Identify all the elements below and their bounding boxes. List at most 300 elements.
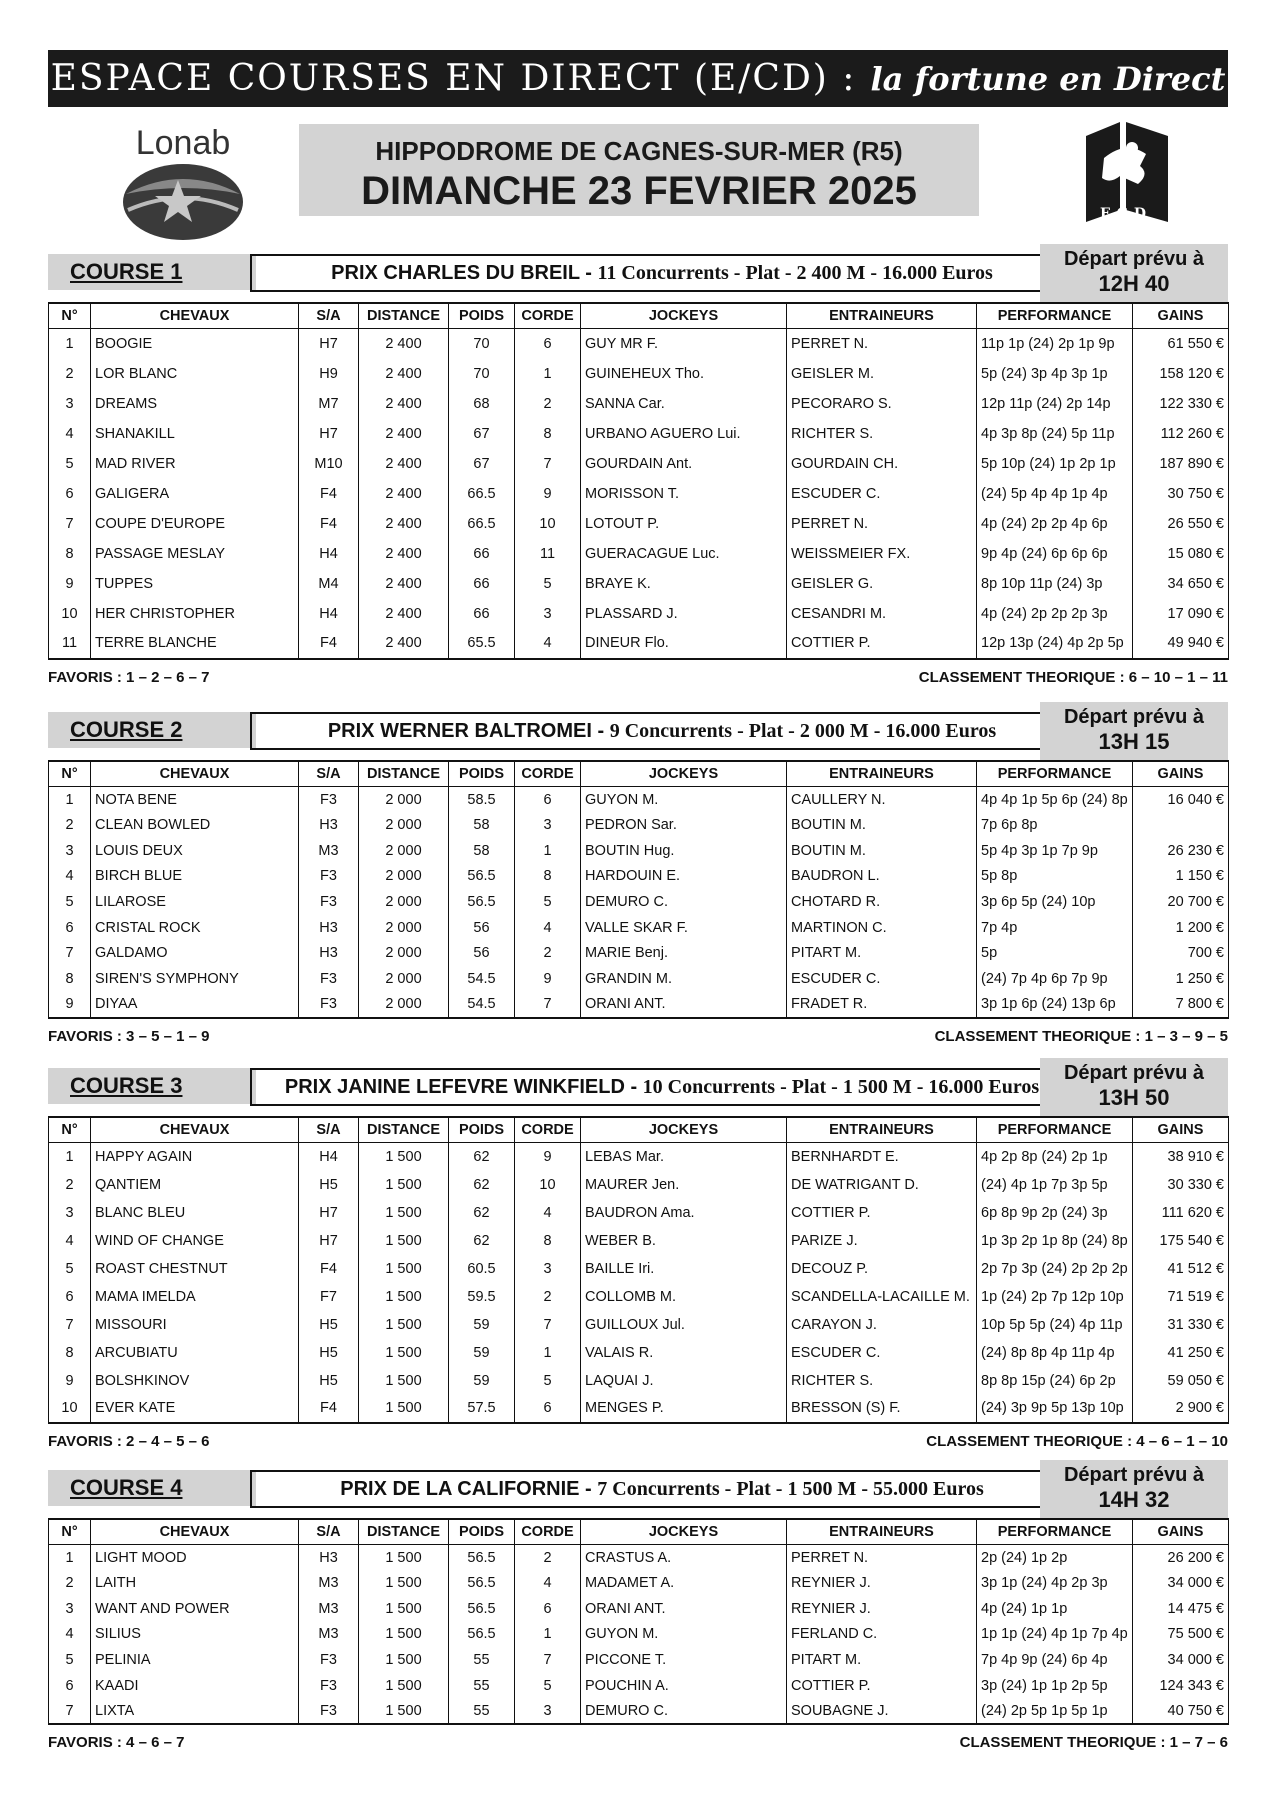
table-row xyxy=(49,1199,1229,1227)
table-cell: PITART M. xyxy=(787,941,977,967)
table-cell: 1 200 € xyxy=(1133,915,1229,941)
table-cell: F3 xyxy=(299,889,359,915)
table-cell xyxy=(1133,812,1229,838)
table-cell: 7 xyxy=(515,992,581,1018)
favoris: FAVORIS : 1 – 2 – 6 – 7 xyxy=(48,668,210,686)
table-cell: 57.5 xyxy=(449,1395,515,1423)
table-cell: PITART M. xyxy=(787,1647,977,1673)
table-cell: URBANO AGUERO Lui. xyxy=(581,419,787,449)
table-cell: F4 xyxy=(299,629,359,659)
table-cell: 2 xyxy=(49,1570,91,1596)
table-cell: LAITH xyxy=(91,1570,299,1596)
table-cell: H7 xyxy=(299,329,359,359)
table-cell: 5p xyxy=(977,941,1133,967)
table-cell: EVER KATE xyxy=(91,1395,299,1423)
course-section xyxy=(48,1460,1228,1755)
table-cell: 1 500 xyxy=(359,1699,449,1725)
table-cell: 7 xyxy=(515,1311,581,1339)
column-header: S/A xyxy=(299,303,359,329)
lonab-logo xyxy=(118,124,248,242)
table-cell: CARAYON J. xyxy=(787,1311,977,1339)
table-cell: 3p 6p 5p (24) 10p xyxy=(977,889,1133,915)
table-cell: 7 xyxy=(49,509,91,539)
table-cell: 56.5 xyxy=(449,1622,515,1648)
table-cell: H3 xyxy=(299,812,359,838)
table-cell: MENGES P. xyxy=(581,1395,787,1423)
table-cell: CHOTARD R. xyxy=(787,889,977,915)
table-cell: HER CHRISTOPHER xyxy=(91,599,299,629)
table-cell: 1 xyxy=(49,1545,91,1571)
table-cell: 2 400 xyxy=(359,509,449,539)
table-cell: 1 xyxy=(49,1143,91,1171)
classement-theorique: CLASSEMENT THEORIQUE : 6 – 10 – 1 – 11 xyxy=(918,668,1228,686)
table-cell: MADAMET A. xyxy=(581,1570,787,1596)
table-row xyxy=(49,1227,1229,1255)
table-cell: GUYON M. xyxy=(581,787,787,813)
column-header: PERFORMANCE xyxy=(977,1519,1133,1545)
column-header: PERFORMANCE xyxy=(977,303,1133,329)
table-cell: 66.5 xyxy=(449,509,515,539)
table-cell: BAUDRON L. xyxy=(787,864,977,890)
table-cell: 5p (24) 3p 4p 3p 1p xyxy=(977,359,1133,389)
course-section xyxy=(48,244,1228,690)
table-cell: HARDOUIN E. xyxy=(581,864,787,890)
table-row xyxy=(49,992,1229,1018)
table-cell: H7 xyxy=(299,1227,359,1255)
table-cell: 1 500 xyxy=(359,1545,449,1571)
banner-slogan: la fortune en Direct xyxy=(870,59,1226,98)
table-cell: CRASTUS A. xyxy=(581,1545,787,1571)
table-cell: 8 xyxy=(49,1339,91,1367)
table-cell: (24) 8p 8p 4p 11p 4p xyxy=(977,1339,1133,1367)
table-header-row xyxy=(49,1519,1229,1545)
table-cell: 7 xyxy=(49,941,91,967)
favoris: FAVORIS : 3 – 5 – 1 – 9 xyxy=(48,1027,210,1045)
table-cell: 59.5 xyxy=(449,1283,515,1311)
table-cell: M4 xyxy=(299,569,359,599)
table-cell: 58.5 xyxy=(449,787,515,813)
table-cell: H5 xyxy=(299,1311,359,1339)
prix-box xyxy=(250,254,1074,292)
column-header: JOCKEYS xyxy=(581,761,787,787)
table-cell: F4 xyxy=(299,479,359,509)
table-cell: GUILLOUX Jul. xyxy=(581,1311,787,1339)
column-header: POIDS xyxy=(449,1519,515,1545)
table-cell: F3 xyxy=(299,1673,359,1699)
table-cell: 55 xyxy=(449,1647,515,1673)
table-cell: PECORARO S. xyxy=(787,389,977,419)
column-header: JOCKEYS xyxy=(581,303,787,329)
table-row xyxy=(49,915,1229,941)
svg-text:ECD: ECD xyxy=(1100,206,1152,222)
table-cell: 6 xyxy=(49,1673,91,1699)
table-cell: 1 xyxy=(515,1622,581,1648)
column-header: CHEVAUX xyxy=(91,761,299,787)
table-row xyxy=(49,389,1229,419)
table-cell: 8p 10p 11p (24) 3p xyxy=(977,569,1133,599)
table-cell: 8 xyxy=(515,1227,581,1255)
table-cell: 3 xyxy=(49,389,91,419)
table-cell: (24) 2p 5p 1p 5p 1p xyxy=(977,1699,1133,1725)
course-header xyxy=(48,1460,1228,1518)
table-row xyxy=(49,1255,1229,1283)
prix-name: PRIX JANINE LEFEVRE WINKFIELD - xyxy=(284,1076,643,1098)
table-cell: 9 xyxy=(49,569,91,599)
depart-time: 13H 15 xyxy=(1098,729,1170,754)
column-header: POIDS xyxy=(449,1117,515,1143)
table-row xyxy=(49,889,1229,915)
table-cell: M3 xyxy=(299,838,359,864)
table-cell: 20 700 € xyxy=(1133,889,1229,915)
table-cell: 66 xyxy=(449,539,515,569)
column-header: GAINS xyxy=(1133,1117,1229,1143)
table-cell: ARCUBIATU xyxy=(91,1339,299,1367)
course-header xyxy=(48,702,1228,760)
table-cell: 2p (24) 1p 2p xyxy=(977,1545,1133,1571)
table-cell: 2 400 xyxy=(359,629,449,659)
column-header: GAINS xyxy=(1133,761,1229,787)
table-cell: 1p (24) 2p 7p 12p 10p xyxy=(977,1283,1133,1311)
table-row xyxy=(49,479,1229,509)
table-cell: (24) 5p 4p 4p 1p 4p xyxy=(977,479,1133,509)
table-cell: 4p (24) 2p 2p 2p 3p xyxy=(977,599,1133,629)
course-footer xyxy=(48,1424,1228,1454)
table-cell: KAADI xyxy=(91,1673,299,1699)
table-cell: F3 xyxy=(299,992,359,1018)
table-cell: CRISTAL ROCK xyxy=(91,915,299,941)
table-row xyxy=(49,1596,1229,1622)
table-cell: GUYON M. xyxy=(581,1622,787,1648)
depart-box xyxy=(1040,1058,1228,1116)
table-row xyxy=(49,1570,1229,1596)
table-row xyxy=(49,359,1229,389)
prix-name: PRIX WERNER BALTROMEI - xyxy=(327,720,610,742)
table-cell: 4p 3p 8p (24) 5p 11p xyxy=(977,419,1133,449)
table-cell: 2 400 xyxy=(359,599,449,629)
table-cell: 17 090 € xyxy=(1133,599,1229,629)
table-cell: 30 330 € xyxy=(1133,1171,1229,1199)
table-cell: 2 000 xyxy=(359,966,449,992)
table-cell: 7 xyxy=(49,1699,91,1725)
table-cell: 60.5 xyxy=(449,1255,515,1283)
table-row xyxy=(49,1647,1229,1673)
table-cell: 1p 1p (24) 4p 1p 7p 4p xyxy=(977,1622,1133,1648)
table-cell: 4p (24) 1p 1p xyxy=(977,1596,1133,1622)
table-row xyxy=(49,1171,1229,1199)
table-cell: 26 550 € xyxy=(1133,509,1229,539)
table-cell: 3p 1p (24) 4p 2p 3p xyxy=(977,1570,1133,1596)
table-cell: 58 xyxy=(449,838,515,864)
course-label: COURSE 3 xyxy=(48,1068,256,1104)
table-cell: RICHTER S. xyxy=(787,1367,977,1395)
table-cell: PERRET N. xyxy=(787,1545,977,1571)
table-cell: F3 xyxy=(299,966,359,992)
table-cell: 70 xyxy=(449,359,515,389)
table-cell: PEDRON Sar. xyxy=(581,812,787,838)
table-cell: 2 400 xyxy=(359,449,449,479)
runners-table xyxy=(48,1116,1229,1424)
table-cell: LOTOUT P. xyxy=(581,509,787,539)
table-row xyxy=(49,569,1229,599)
table-cell: 4 xyxy=(49,864,91,890)
prix-details: 9 Concurrents - Plat - 2 000 M - 16.000 Euros xyxy=(609,720,997,742)
table-cell: 2 000 xyxy=(359,787,449,813)
table-cell: 40 750 € xyxy=(1133,1699,1229,1725)
table-cell: 66 xyxy=(449,569,515,599)
column-header: ENTRAINEURS xyxy=(787,1117,977,1143)
runners-table xyxy=(48,1518,1229,1725)
table-row xyxy=(49,1339,1229,1367)
depart-time: 13H 50 xyxy=(1098,1085,1170,1110)
table-cell: COTTIER P. xyxy=(787,629,977,659)
table-cell: 5p 8p xyxy=(977,864,1133,890)
table-cell: 2 400 xyxy=(359,389,449,419)
table-cell: WIND OF CHANGE xyxy=(91,1227,299,1255)
table-cell: 67 xyxy=(449,449,515,479)
table-cell: RICHTER S. xyxy=(787,419,977,449)
table-cell: VALAIS R. xyxy=(581,1339,787,1367)
column-header: GAINS xyxy=(1133,303,1229,329)
table-cell: 9 xyxy=(515,1143,581,1171)
table-cell: 700 € xyxy=(1133,941,1229,967)
table-cell: 6 xyxy=(49,479,91,509)
table-cell: H4 xyxy=(299,599,359,629)
table-cell: 30 750 € xyxy=(1133,479,1229,509)
table-cell: GUINEHEUX Tho. xyxy=(581,359,787,389)
table-cell: H3 xyxy=(299,941,359,967)
table-cell: F3 xyxy=(299,1647,359,1673)
title-box xyxy=(299,124,979,216)
table-cell: 2 xyxy=(515,389,581,419)
table-cell: 55 xyxy=(449,1699,515,1725)
table-cell: 1 150 € xyxy=(1133,864,1229,890)
table-row xyxy=(49,812,1229,838)
table-cell: WEBER B. xyxy=(581,1227,787,1255)
table-cell: 7p 4p 9p (24) 6p 4p xyxy=(977,1647,1133,1673)
table-cell: 3 xyxy=(515,599,581,629)
depart-box xyxy=(1040,1460,1228,1518)
runners-table xyxy=(48,760,1229,1019)
table-cell: 5p 4p 3p 1p 7p 9p xyxy=(977,838,1133,864)
table-cell: 5 xyxy=(515,1673,581,1699)
table-cell: M3 xyxy=(299,1622,359,1648)
table-cell: 1 500 xyxy=(359,1596,449,1622)
table-cell: F4 xyxy=(299,509,359,539)
table-cell: GALDAMO xyxy=(91,941,299,967)
column-header: N° xyxy=(49,1117,91,1143)
table-cell: 158 120 € xyxy=(1133,359,1229,389)
table-cell: FRADET R. xyxy=(787,992,977,1018)
table-cell: SIREN'S SYMPHONY xyxy=(91,966,299,992)
table-row xyxy=(49,1395,1229,1423)
table-cell: 3p 1p 6p (24) 13p 6p xyxy=(977,992,1133,1018)
table-cell: WEISSMEIER FX. xyxy=(787,539,977,569)
table-cell: 49 940 € xyxy=(1133,629,1229,659)
table-cell: MAMA IMELDA xyxy=(91,1283,299,1311)
table-cell: 1 500 xyxy=(359,1339,449,1367)
table-cell: F3 xyxy=(299,864,359,890)
table-cell: ROAST CHESTNUT xyxy=(91,1255,299,1283)
column-header: JOCKEYS xyxy=(581,1519,787,1545)
table-cell: 4p 2p 8p (24) 2p 1p xyxy=(977,1143,1133,1171)
table-cell: 6p 8p 9p 2p (24) 3p xyxy=(977,1199,1133,1227)
table-cell: TERRE BLANCHE xyxy=(91,629,299,659)
table-cell: H9 xyxy=(299,359,359,389)
table-cell: SILIUS xyxy=(91,1622,299,1648)
table-cell: 5 xyxy=(515,569,581,599)
table-row xyxy=(49,941,1229,967)
depart-time: 14H 32 xyxy=(1098,1487,1170,1512)
table-cell: COTTIER P. xyxy=(787,1673,977,1699)
table-cell: MAURER Jen. xyxy=(581,1171,787,1199)
table-cell: 7p 6p 8p xyxy=(977,812,1133,838)
table-cell: SOUBAGNE J. xyxy=(787,1699,977,1725)
table-cell: 2 xyxy=(49,359,91,389)
table-cell: F4 xyxy=(299,1395,359,1423)
table-cell: BAUDRON Ama. xyxy=(581,1199,787,1227)
depart-label: Départ prévu à xyxy=(1063,1464,1205,1486)
table-cell: 55 xyxy=(449,1673,515,1699)
table-row xyxy=(49,966,1229,992)
table-cell: 34 000 € xyxy=(1133,1570,1229,1596)
table-cell: PLASSARD J. xyxy=(581,599,787,629)
table-cell: 3 xyxy=(49,838,91,864)
column-header: POIDS xyxy=(449,761,515,787)
table-cell: 1 500 xyxy=(359,1622,449,1648)
table-cell: BRESSON (S) F. xyxy=(787,1395,977,1423)
table-cell: 6 xyxy=(515,1596,581,1622)
svg-text:Lonab: Lonab xyxy=(135,124,231,162)
column-header: S/A xyxy=(299,1117,359,1143)
table-cell: MISSOURI xyxy=(91,1311,299,1339)
table-row xyxy=(49,419,1229,449)
table-cell: 4 xyxy=(49,419,91,449)
table-cell: 34 650 € xyxy=(1133,569,1229,599)
table-cell: 5 xyxy=(515,889,581,915)
table-cell: 4 xyxy=(515,915,581,941)
table-cell: 10p 5p 5p (24) 4p 11p xyxy=(977,1311,1133,1339)
table-cell: 4p 4p 1p 5p 6p (24) 8p xyxy=(977,787,1133,813)
table-cell: PERRET N. xyxy=(787,509,977,539)
table-header-row xyxy=(49,761,1229,787)
table-cell: 11 xyxy=(515,539,581,569)
table-cell: DE WATRIGANT D. xyxy=(787,1171,977,1199)
table-cell: LILAROSE xyxy=(91,889,299,915)
column-header: GAINS xyxy=(1133,1519,1229,1545)
table-cell: 58 xyxy=(449,812,515,838)
table-cell: 3 xyxy=(515,1255,581,1283)
table-cell: 2 400 xyxy=(359,539,449,569)
table-cell: 7 xyxy=(515,449,581,479)
table-cell: 5 xyxy=(49,1647,91,1673)
classement-theorique: CLASSEMENT THEORIQUE : 1 – 3 – 9 – 5 xyxy=(934,1027,1228,1045)
table-cell: 71 519 € xyxy=(1133,1283,1229,1311)
table-cell: GOURDAIN CH. xyxy=(787,449,977,479)
table-cell: 61 550 € xyxy=(1133,329,1229,359)
table-cell: 26 230 € xyxy=(1133,838,1229,864)
table-cell: LIXTA xyxy=(91,1699,299,1725)
table-cell: 3 xyxy=(49,1199,91,1227)
table-cell: 6 xyxy=(515,1395,581,1423)
table-row xyxy=(49,1545,1229,1571)
table-cell: 7 800 € xyxy=(1133,992,1229,1018)
table-cell: ESCUDER C. xyxy=(787,479,977,509)
column-header: CORDE xyxy=(515,1117,581,1143)
column-header: CORDE xyxy=(515,303,581,329)
table-header-row xyxy=(49,1117,1229,1143)
table-cell: 8 xyxy=(49,966,91,992)
table-cell: LAQUAI J. xyxy=(581,1367,787,1395)
table-cell: 5p 10p (24) 1p 2p 1p xyxy=(977,449,1133,479)
table-cell: 9 xyxy=(515,966,581,992)
course-header xyxy=(48,244,1228,302)
race-date: DIMANCHE 23 FEVRIER 2025 xyxy=(361,169,917,213)
table-cell: 2 xyxy=(515,1545,581,1571)
table-cell: 8 xyxy=(515,864,581,890)
table-cell: 7 xyxy=(49,1311,91,1339)
depart-box xyxy=(1040,702,1228,760)
table-cell: 2 000 xyxy=(359,889,449,915)
table-cell: SCANDELLA-LACAILLE M. xyxy=(787,1283,977,1311)
table-cell: 9p 4p (24) 6p 6p 6p xyxy=(977,539,1133,569)
table-cell: 59 xyxy=(449,1367,515,1395)
table-cell: 2 400 xyxy=(359,419,449,449)
table-cell: 2 000 xyxy=(359,992,449,1018)
table-row xyxy=(49,1283,1229,1311)
table-cell: 12p 11p (24) 2p 14p xyxy=(977,389,1133,419)
table-cell: 65.5 xyxy=(449,629,515,659)
table-cell: 56 xyxy=(449,915,515,941)
table-cell: 1 250 € xyxy=(1133,966,1229,992)
table-cell: 11p 1p (24) 2p 1p 9p xyxy=(977,329,1133,359)
table-cell: 5 xyxy=(515,1367,581,1395)
column-header: S/A xyxy=(299,761,359,787)
table-cell: 1 xyxy=(515,838,581,864)
table-row xyxy=(49,629,1229,659)
table-cell: COUPE D'EUROPE xyxy=(91,509,299,539)
table-cell: 1 xyxy=(515,1339,581,1367)
table-cell: GUY MR F. xyxy=(581,329,787,359)
column-header: DISTANCE xyxy=(359,1117,449,1143)
table-cell: 14 475 € xyxy=(1133,1596,1229,1622)
table-row xyxy=(49,1622,1229,1648)
table-cell: 10 xyxy=(49,1395,91,1423)
table-cell: 38 910 € xyxy=(1133,1143,1229,1171)
column-header: CORDE xyxy=(515,1519,581,1545)
column-header: N° xyxy=(49,1519,91,1545)
table-row xyxy=(49,599,1229,629)
table-cell: 1 500 xyxy=(359,1227,449,1255)
table-cell: 68 xyxy=(449,389,515,419)
table-cell: LIGHT MOOD xyxy=(91,1545,299,1571)
table-cell: HAPPY AGAIN xyxy=(91,1143,299,1171)
column-header: CHEVAUX xyxy=(91,1117,299,1143)
column-header: ENTRAINEURS xyxy=(787,1519,977,1545)
course-footer xyxy=(48,1019,1228,1049)
table-cell: F4 xyxy=(299,1255,359,1283)
column-header: DISTANCE xyxy=(359,303,449,329)
table-cell: 5 xyxy=(49,889,91,915)
table-row xyxy=(49,787,1229,813)
table-cell: 175 540 € xyxy=(1133,1227,1229,1255)
table-cell: 8 xyxy=(49,539,91,569)
table-cell: VALLE SKAR F. xyxy=(581,915,787,941)
table-cell: 56.5 xyxy=(449,864,515,890)
table-cell: 187 890 € xyxy=(1133,449,1229,479)
table-cell: 7 xyxy=(515,1647,581,1673)
course-section xyxy=(48,702,1228,1049)
table-cell: WANT AND POWER xyxy=(91,1596,299,1622)
